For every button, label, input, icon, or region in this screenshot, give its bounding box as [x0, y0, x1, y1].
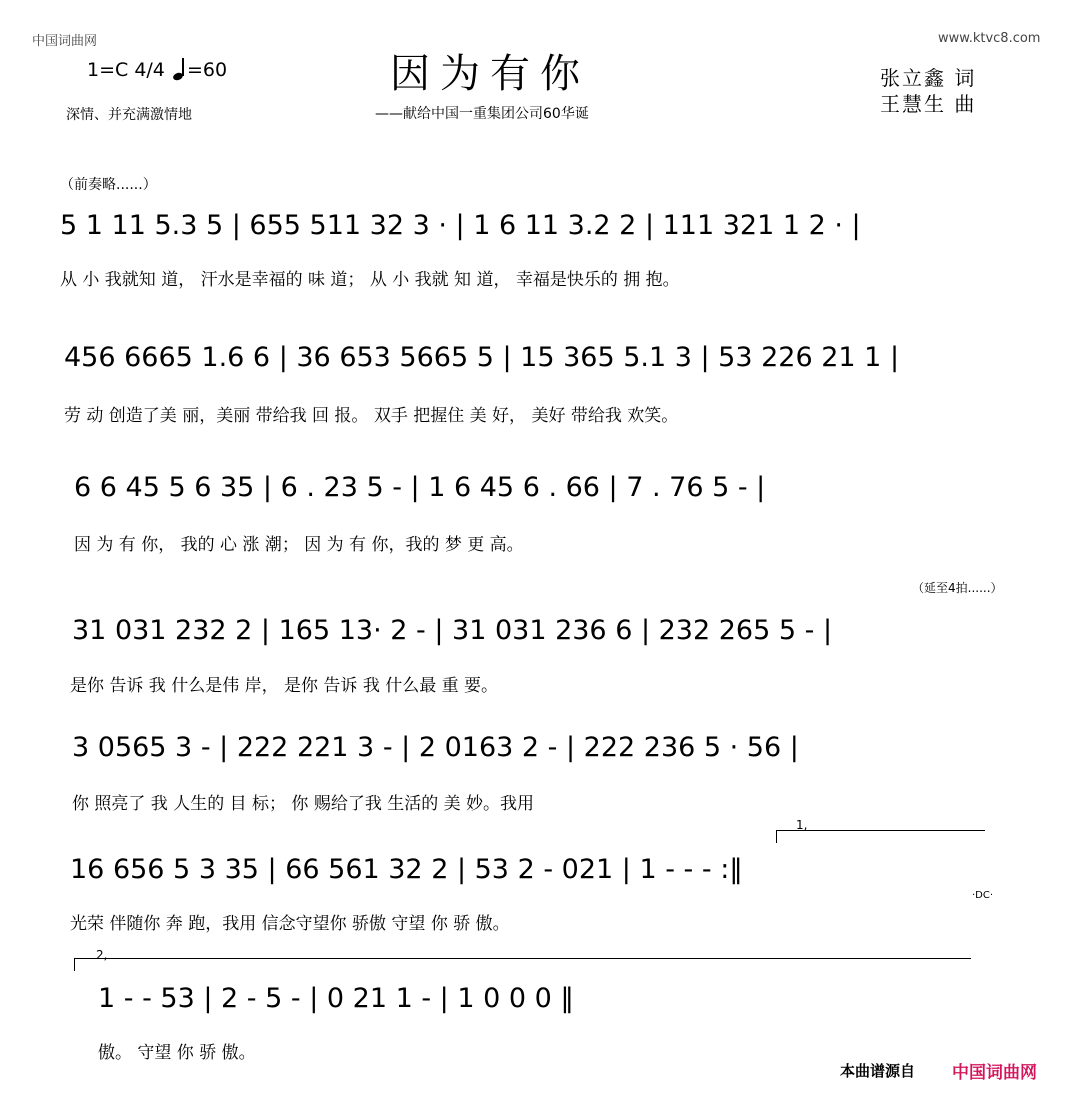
- notes-row-6: 16 656 5 3 35 | 66 561 32 2 | 53 2 - 021 | 1 - - - :‖: [70, 854, 743, 885]
- tempo-value: =60: [186, 59, 228, 81]
- lyrics-row-4: 是你 告诉 我 什么是伟 岸， 是你 告诉 我 什么最 重 要。: [70, 676, 499, 696]
- lyrics-row-5: 你 照亮了 我 人生的 目 标； 你 赐给了我 生活的 美 妙。我用: [72, 794, 535, 814]
- volta-2-bracket: [74, 958, 971, 971]
- prelude-note: （前奏略......）: [60, 177, 157, 193]
- lyrics-row-6: 光荣 伴随你 奔 跑，我用 信念守望你 骄傲 守望 你 骄 傲。: [70, 914, 510, 934]
- expression-mark: 深情、并充满激情地: [66, 107, 192, 123]
- quarter-note-icon: [173, 58, 185, 80]
- site-url-right: www.ktvc8.com: [938, 31, 1041, 46]
- lyricist-credit: 张立鑫 词: [880, 66, 977, 90]
- key-and-meter: 1=C 4/4: [87, 59, 165, 81]
- lyrics-row-7: 傲。 守望 你 骄 傲。: [98, 1043, 256, 1063]
- site-name-left: 中国词曲网: [32, 34, 98, 49]
- da-capo-mark: ·DC·: [972, 890, 994, 901]
- lyrics-row-3: 因 为 有 你， 我的 心 涨 潮； 因 为 有 你，我的 梦 更 高。: [74, 535, 524, 555]
- notes-row-5: 3 0565 3 - | 222 221 3 - | 2 0163 2 - | 222 236 5 · 56 |: [72, 732, 799, 763]
- song-subtitle: ——献给中国一重集团公司60华诞: [375, 106, 589, 122]
- notes-row-7: 1 - - 53 | 2 - 5 - | 0 21 1 - | 1 0 0 0 ‖: [98, 983, 574, 1014]
- notes-row-4: 31 031 232 2 | 165 13· 2 - | 31 031 236 6 | 232 265 5 - |: [72, 615, 833, 646]
- watermark-right: [1058, 0, 1072, 1108]
- song-title: 因为有你: [390, 51, 590, 97]
- notes-row-3: 6 6 45 5 6 35 | 6 . 23 5 - | 1 6 45 6 . 66 | 7 . 76 5 - |: [74, 472, 766, 503]
- fermata-note: （延至4拍......）: [912, 581, 1003, 595]
- key-signature: [87, 58, 227, 81]
- lyrics-row-2: 劳 动 创造了美 丽，美丽 带给我 回 报。 双手 把握住 美 好， 美好 带给我 欢笑。: [64, 406, 679, 426]
- notes-row-2: 456 6665 1.6 6 | 36 653 5665 5 | 15 365 5.1 3 | 53 226 21 1 |: [64, 342, 900, 373]
- volta-2-label: 2,: [96, 948, 108, 962]
- volta-1-label: 1,: [796, 818, 808, 832]
- source-site-link[interactable]: 中国词曲网: [952, 1063, 1037, 1083]
- composer-credit: 王慧生 曲: [880, 92, 977, 116]
- watermark-left: [2, 0, 16, 1108]
- lyrics-row-1: 从 小 我就知 道， 汗水是幸福的 味 道； 从 小 我就 知 道， 幸福是快乐的 拥 抱。: [60, 270, 680, 290]
- source-label: 本曲谱源自: [840, 1062, 916, 1080]
- notes-row-1: 5 1 11 5.3 5 | 655 511 32 3 · | 1 6 11 3.2 2 | 111 321 1 2 · |: [60, 210, 861, 241]
